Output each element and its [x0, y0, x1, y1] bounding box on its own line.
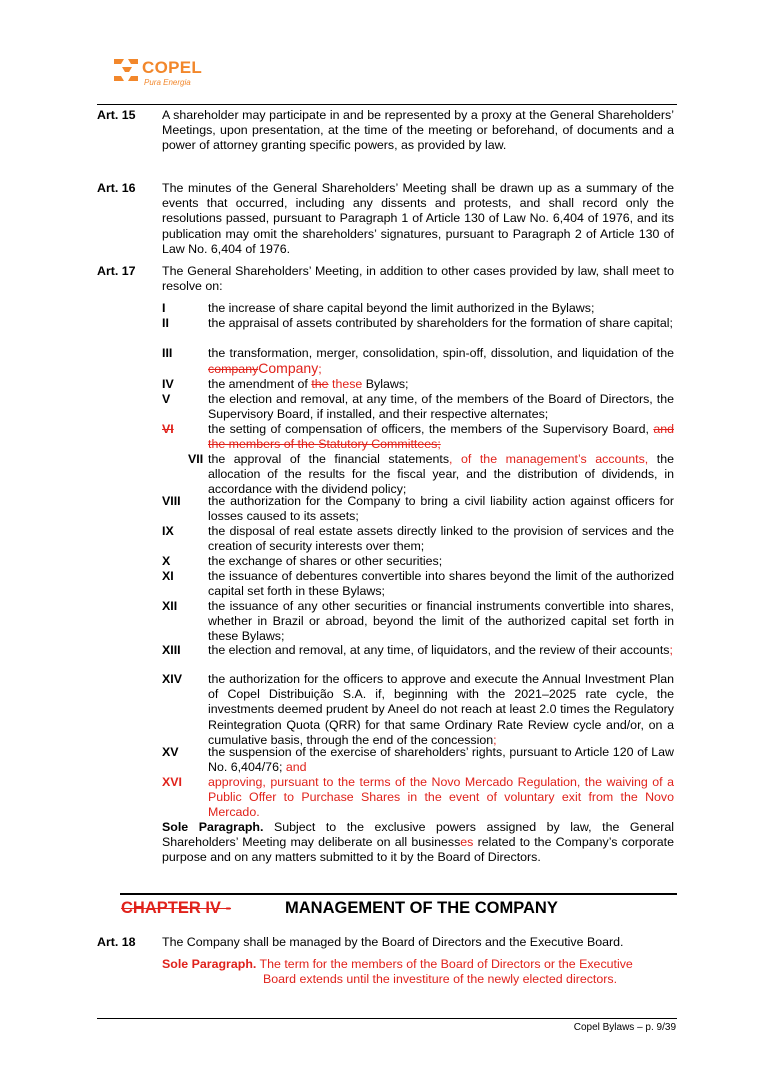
chapter-divider [120, 893, 677, 895]
item-number: XVI [162, 775, 182, 789]
chapter-deleted-label: CHAPTER IV - [121, 899, 232, 917]
page-number: Copel Bylaws – p. 9/39 [573, 1022, 676, 1033]
list-item [162, 377, 674, 392]
list-item [162, 554, 674, 569]
item-number: III [162, 346, 173, 360]
item-text: the authorization for the officers to approve and execute the Annual Investment Plan of Copel Distribuição S.A. if, beginning with the 2021–2025 rate cycle, the investments deemed prudent by Aneel do not reach at least 2.0 times the Regulatory Reintegration Quota (QRR) for that same Ordinary Rate Review cycle and/or, on a cumulative basis, through the end of the concession; [208, 672, 674, 747]
item-text: the authorization for the Company to bring a civil liability action against officers for losses caused to its assets; [208, 494, 674, 524]
art16-label: Art. 16 [97, 181, 136, 195]
item-number: VI [162, 422, 174, 436]
inserted-text: ; [669, 643, 673, 657]
header-divider [97, 104, 677, 105]
item-number: XV [162, 745, 179, 759]
item-text: the setting of compensation of officers, the members of the Supervisory Board, and the members of the Statutory Committees; [208, 422, 674, 452]
item-number: II [162, 316, 169, 330]
list-item [162, 346, 674, 377]
copel-logo [112, 56, 142, 86]
logo-subtitle: Pura Energia [144, 78, 191, 87]
chapter-title: MANAGEMENT OF THE COMPANY [285, 899, 558, 917]
item-number: XII [162, 599, 178, 613]
art15-text: A shareholder may participate in and be represented by a proxy at the General Shareholders’ Meetings, upon presentation, at the time of the meeting or beforehand, of documents and a power of attorney granting specific powers, as provided by law. [162, 108, 674, 153]
list-item [162, 452, 674, 498]
inserted-text: , of the management’s accounts, [449, 452, 649, 466]
item-text: the increase of share capital beyond the limit authorized in the Bylaws; [208, 301, 595, 315]
item-text: the disposal of real estate assets directly linked to the provision of services and the creation of security interests over them; [208, 524, 674, 554]
inserted-text: these [328, 377, 363, 391]
item-text: the approval of the financial statements, of the management’s accounts, the allocation of the results for the fiscal year, and the distribution of dividends, in accordance with the dividend policy; [208, 452, 675, 497]
item-number: I [162, 301, 166, 315]
item-number: IX [162, 524, 174, 538]
logo-text: COPEL [142, 58, 203, 77]
inserted-text: es [460, 835, 474, 850]
item-number: XIII [162, 643, 181, 657]
item-text: the exchange of shares or other securities; [208, 554, 443, 568]
art18-sole-paragraph-cont: Board extends until the investiture of the newly elected directors. [263, 972, 618, 986]
item-number: V [162, 392, 171, 406]
item-number: IV [162, 377, 174, 391]
item-text: the suspension of the exercise of shareholders’ rights, pursuant to Article 120 of Law No. 6,404/76; and [208, 745, 674, 775]
art16-text: The minutes of the General Shareholders’ Meeting shall be drawn up as a summary of the events that occurred, including any dissents and protests, and shall record only the resolutions passed, pursuant to Paragraph 1 of Article 130 of Law No. 6,404 of 1976, and its publication may omit the shareholders’ signatures, pursuant to Paragraph 2 of Article 130 of Law No. 6,404 of 1976. [162, 181, 674, 256]
item-number: VIII [162, 494, 181, 508]
item-number: XIV [162, 672, 182, 686]
deleted-text: company [208, 362, 259, 377]
list-item [162, 569, 674, 599]
item-text: approving, pursuant to the terms of the Novo Mercado Regulation, the waiving of a Public Offer to Purchase Shares in the event of voluntary exit from the Novo Mercado. [208, 775, 674, 820]
copel-logo-icon [112, 56, 142, 86]
art18-label: Art. 18 [97, 935, 136, 949]
footer-divider [97, 1018, 677, 1019]
art17-intro: The General Shareholders’ Meeting, in addition to other cases provided by law, shall meet to resolve on: [162, 264, 674, 294]
list-item [162, 599, 674, 645]
item-text: the election and removal, at any time, of the members of the Board of Directors, the Supervisory Board, if installed, and their respective alternates; [208, 392, 674, 422]
art17-label: Art. 17 [97, 264, 136, 278]
list-item [162, 301, 674, 316]
item-text: the appraisal of assets contributed by shareholders for the formation of share capital; [208, 316, 673, 330]
item-number: VII [188, 452, 204, 466]
inserted-text: Company [258, 360, 319, 377]
sole-paragraph: Sole Paragraph. Subject to the exclusive powers assigned by law, the General Shareholders’ Meeting may deliberate on all businesses related to the Company’s corporate purpose and on any matters submitted to it by the Board of Directors. [162, 820, 675, 865]
item-text: the issuance of any other securities or financial instruments convertible into shares, whether in Brazil or abroad, beyond the limit of the authorized capital set forth in these Bylaws; [208, 599, 674, 644]
item-text: the amendment of the these Bylaws; [208, 377, 409, 391]
art18-sole-paragraph: Sole Paragraph. The term for the members of the Board of Directors or the Executive [162, 957, 633, 971]
item-text: the election and removal, at any time, of liquidators, and the review of their accounts; [208, 643, 673, 657]
list-item [162, 392, 674, 422]
art15-label: Art. 15 [97, 108, 136, 122]
art18-text: The Company shall be managed by the Board of Directors and the Executive Board. [162, 935, 624, 949]
deleted-text: the [311, 377, 329, 391]
list-item [162, 494, 674, 524]
list-item [162, 524, 674, 554]
item-number: X [162, 554, 171, 568]
list-item [162, 422, 674, 452]
item-text: the transformation, merger, consolidation, spin-off, dissolution, and liquidation of the companyCompany; [208, 346, 674, 377]
list-item [162, 745, 674, 775]
list-item [162, 643, 674, 658]
inserted-text: and [285, 760, 307, 775]
item-number: XI [162, 569, 174, 583]
list-item [162, 672, 674, 748]
deleted-text: and the members of the Statutory Committees; [208, 422, 674, 452]
item-text: the issuance of debentures convertible into shares beyond the limit of the authorized capital set forth in these Bylaws; [208, 569, 674, 599]
list-item [162, 316, 674, 331]
list-item [162, 775, 674, 821]
inserted-text: ; [493, 732, 497, 747]
